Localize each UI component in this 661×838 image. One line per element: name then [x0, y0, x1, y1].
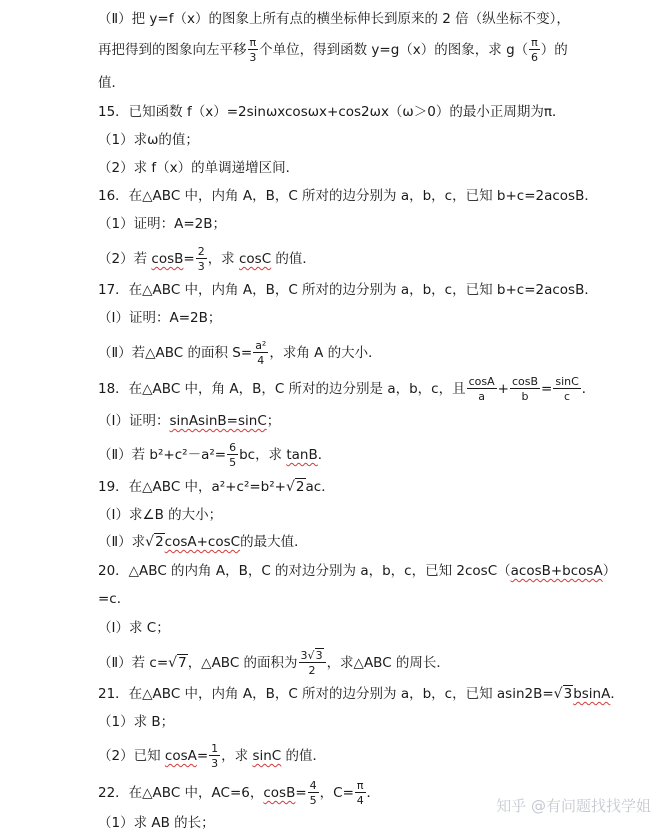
fraction-1-over-3: $\frac{1}{3}$ — [211, 742, 219, 770]
fraction-3sqrt3-over-2: $\frac{3√3}{2}$ — [299, 650, 326, 676]
fraction-6-over-5: $\frac{6}{5}$ — [229, 441, 237, 469]
sqrt-symbol: √ — [285, 479, 295, 495]
zhihu-watermark: 知乎 @有问题找找学姐 — [496, 797, 651, 815]
fraction-cosB-over-b: $\frac{\cos B}{b}$ — [511, 375, 539, 403]
fraction-pi-over-6: $\frac{\pi}{6}$ — [530, 36, 538, 64]
fraction-cosA-over-a: $\frac{\cos A}{a}$ — [468, 375, 495, 403]
problem-16: 16．在△ABC 中，内角 A，B，C 所对的边分别为 a，b，c，已知 b+c=2acosB． — [98, 188, 598, 204]
problem-17-part-2: （Ⅱ）若△ABC 的面积 S= $\frac{\text{a²}}{4}$ ，求角 A 的大小． — [98, 339, 382, 367]
problem-19: 19．在△ABC 中，a²+c²=b²+√2ac． — [98, 479, 335, 495]
line-14-2: （Ⅱ）把 y=f（x）的图象上所有点的横坐标伸长到原来的 2 倍（纵坐标不变）， — [98, 11, 570, 27]
sqrt-symbol: √ — [553, 686, 563, 702]
fraction-sinC-over-c: $\frac{\sin C}{c}$ — [555, 375, 579, 403]
fraction-2-over-3: $\frac{2}{3}$ — [197, 245, 205, 273]
problem-22: 22．在△ABC 中，AC=6，cosB= $\frac{4}{5}$ ，C= $\frac{\pi}{4}$ ． — [98, 779, 381, 807]
problem-18-part-1: （Ⅰ）证明：sinAsinB=sinC； — [98, 413, 281, 429]
sqrt-symbol: √ — [168, 655, 178, 671]
line-14-2-end: 值． — [98, 75, 125, 91]
problem-16-part-2: （2）若 cosB= $\frac{2}{3}$ ，求 cosC 的值． — [98, 245, 316, 273]
problem-19-part-1: （Ⅰ）求∠B 的大小； — [98, 507, 223, 523]
problem-17-part-1: （Ⅰ）证明：A=2B； — [98, 310, 222, 326]
problem-20-cont: =c． — [98, 591, 131, 607]
line-14-2-cont: 再把得到的图象向左平移 $\frac{\pi}{3}$ 个单位，得到函数 y=g（x）的图象，求 g（ $\frac{\pi}{6}$ ）的 — [98, 36, 568, 64]
problem-18: 18．在△ABC 中，角 A，B，C 所对的边分别是 a，b，c，且 $\frac{\cos A}{a}$ + $\frac{\cos B}{b}$ = $\frac{\sin C}{c}$ ． — [98, 375, 596, 403]
problem-21-part-2: （2）已知 cosA= $\frac{1}{3}$ ，求 sinC 的值． — [98, 742, 327, 770]
problem-18-part-2: （Ⅱ）若 b²+c²－a²= $\frac{6}{5}$ bc，求 tanB． — [98, 441, 332, 469]
problem-21: 21．在△ABC 中，内角 A，B，C 所对的边分别为 a，b，c，已知 asin2B=√3bsinA． — [98, 686, 624, 702]
fraction-pi-over-3: $\frac{\pi}{3}$ — [249, 36, 257, 64]
problem-15-part-1: （1）求ω的值； — [98, 132, 199, 148]
sqrt-symbol: √ — [145, 534, 155, 550]
fraction-4-over-5: $\frac{4}{5}$ — [309, 779, 317, 807]
problem-20: 20．△ABC 的内角 A，B，C 的对边分别为 a，b，c，已知 2cosC（acosB+bcosA） — [98, 563, 617, 579]
fraction-a2-over-4: $\frac{\text{a²}}{4}$ — [255, 339, 267, 367]
problem-15: 15．已知函数 f（x）=2sinωxcosωx+cos2ωx（ω＞0）的最小正周期为π． — [98, 104, 566, 120]
problem-21-part-1: （1）求 B； — [98, 714, 175, 730]
problem-15-part-2: （2）求 f（x）的单调递增区间． — [98, 160, 300, 176]
problem-20-part-1: （Ⅰ）求 C； — [98, 620, 170, 636]
fraction-pi-over-4: $\frac{\pi}{4}$ — [356, 779, 364, 807]
problem-17: 17．在△ABC 中，内角 A，B，C 所对的边分别为 a，b，c，已知 b+c=2acosB． — [98, 282, 598, 298]
problem-16-part-1: （1）证明：A=2B； — [98, 216, 226, 232]
problem-19-part-2: （Ⅱ）求√2cosA+cosC的最大值． — [98, 534, 308, 550]
problem-20-part-2: （Ⅱ）若 c=√7，△ABC 的面积为 $\frac{3√3}{2}$ ，求△ABC 的周长． — [98, 649, 450, 677]
problem-22-part-1: （1）求 AB 的长； — [98, 815, 215, 831]
